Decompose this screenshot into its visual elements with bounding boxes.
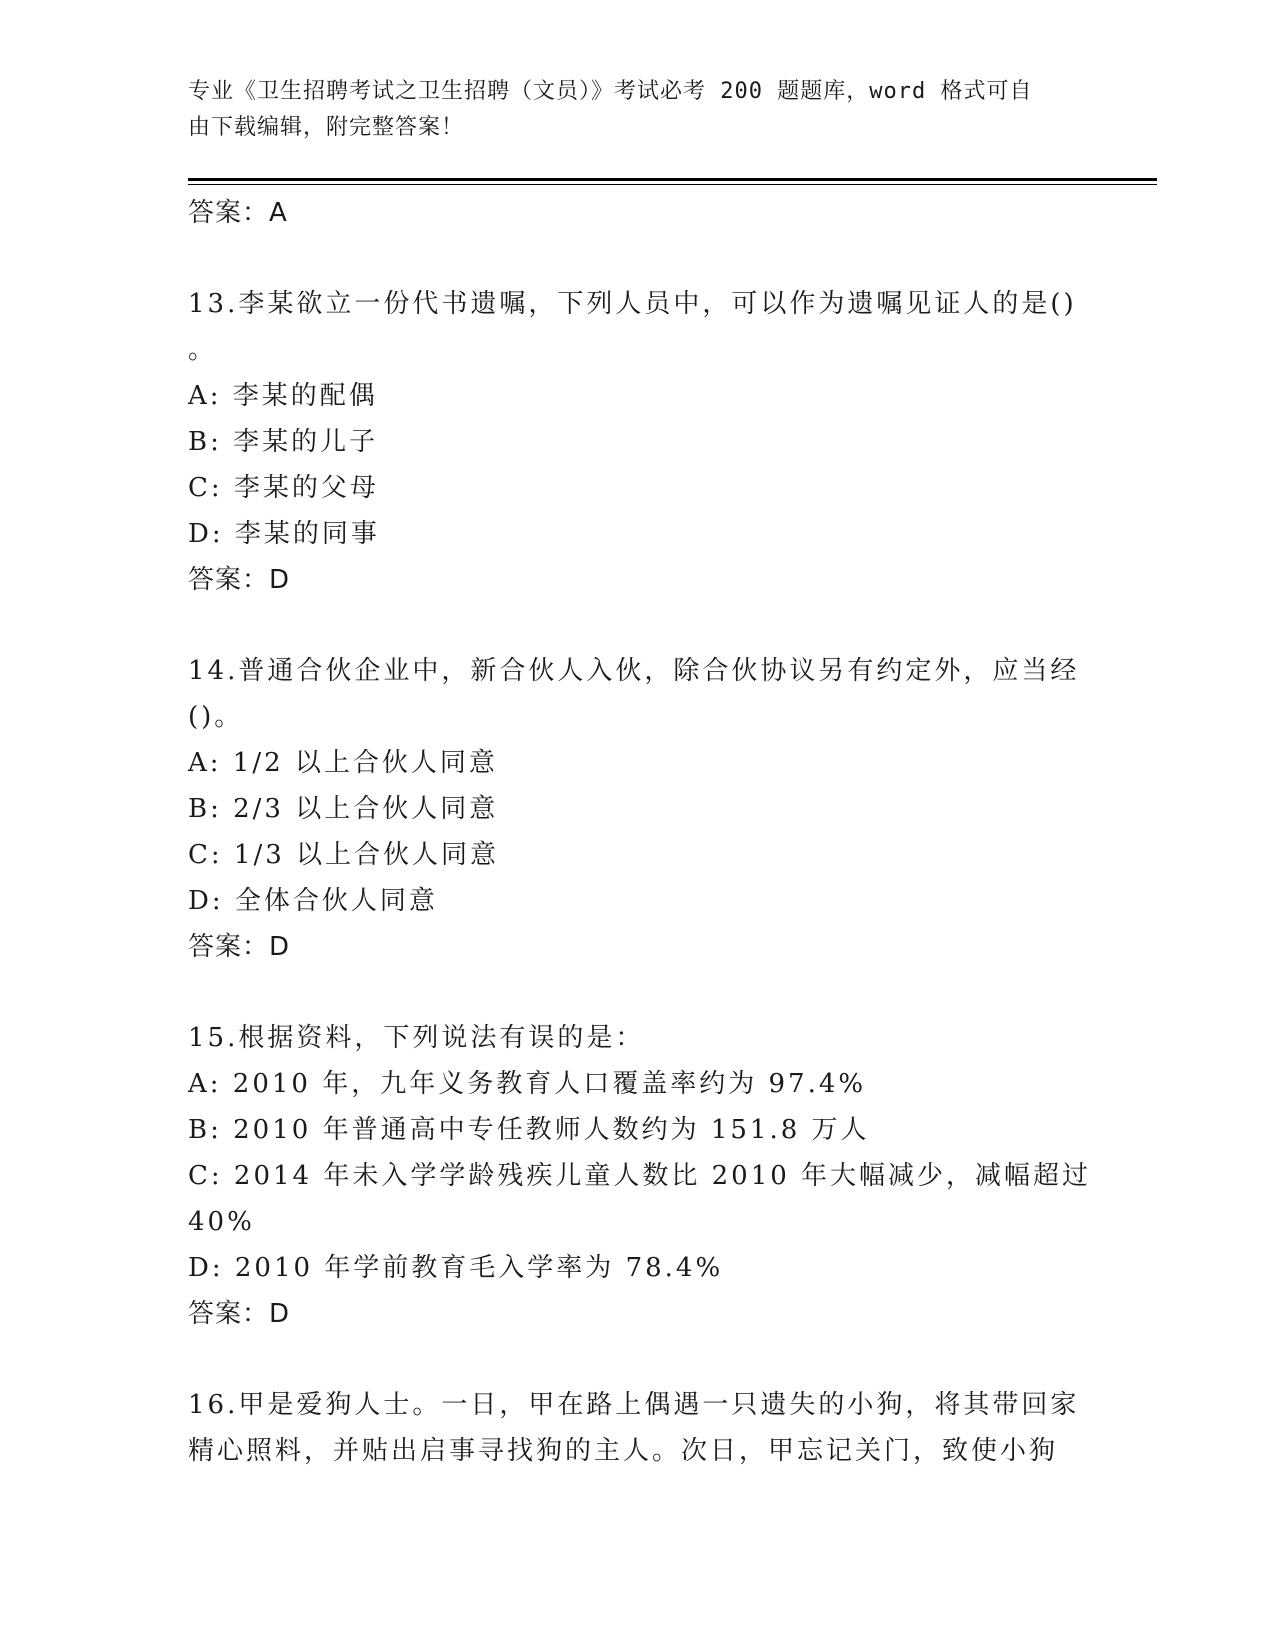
question-13-option-a: A: 李某的配偶 — [188, 381, 378, 411]
question-15-option-c-cont: 40% — [188, 1207, 255, 1237]
question-13-option-d: D: 李某的同事 — [188, 519, 380, 549]
question-15-option-c: C: 2014 年未入学学龄残疾儿童人数比 2010 年大幅减少，减幅超过 — [188, 1161, 1092, 1191]
question-14-stem-cont: ()。 — [188, 702, 244, 732]
page-header — [188, 74, 1068, 146]
question-16-stem: 16.甲是爱狗人士。一日，甲在路上偶遇一只遗失的小狗，将其带回家 — [188, 1390, 1080, 1420]
question-content — [188, 190, 1092, 1474]
header-rule-thick — [188, 178, 1157, 181]
answer-15: 答案：D — [188, 1299, 291, 1329]
question-13-option-b: B: 李某的儿子 — [188, 427, 379, 457]
answer-12: 答案：A — [188, 198, 288, 228]
question-15-option-b: B: 2010 年普通高中专任教师人数约为 151.8 万人 — [188, 1115, 870, 1145]
question-14-option-d: D: 全体合伙人同意 — [188, 886, 438, 916]
question-15-option-a: A: 2010 年，九年义务教育人口覆盖率约为 97.4% — [188, 1069, 867, 1099]
header-line-1: 专业《卫生招聘考试之卫生招聘（文员）》考试必考 200 题题库，word 格式可自 — [188, 79, 1033, 104]
question-13-stem: 13.李某欲立一份代书遗嘱，下列人员中，可以作为遗嘱见证人的是() — [188, 289, 1077, 319]
question-14-option-b: B: 2/3 以上合伙人同意 — [188, 794, 499, 824]
header-line-2: 由下载编辑，附完整答案！ — [188, 115, 465, 140]
header-rule-thin — [188, 184, 1157, 185]
question-14-option-c: C: 1/3 以上合伙人同意 — [188, 840, 500, 870]
question-16-stem-cont: 精心照料，并贴出启事寻找狗的主人。次日，甲忘记关门，致使小狗 — [188, 1436, 1059, 1466]
question-15 — [188, 1015, 1092, 1337]
question-13-option-c: C: 李某的父母 — [188, 473, 379, 503]
answer-14: 答案：D — [188, 932, 291, 962]
question-13 — [188, 281, 1088, 603]
answer-13: 答案：D — [188, 565, 291, 595]
question-15-option-d: D: 2010 年学前教育毛入学率为 78.4% — [188, 1253, 724, 1283]
question-16 — [188, 1382, 1088, 1474]
question-14 — [188, 648, 1088, 970]
question-14-stem: 14.普通合伙企业中，新合伙人入伙，除合伙协议另有约定外，应当经 — [188, 656, 1080, 686]
question-15-stem: 15.根据资料，下列说法有误的是： — [188, 1023, 645, 1053]
question-13-stem-cont: 。 — [188, 335, 218, 365]
question-14-option-a: A: 1/2 以上合伙人同意 — [188, 748, 498, 778]
